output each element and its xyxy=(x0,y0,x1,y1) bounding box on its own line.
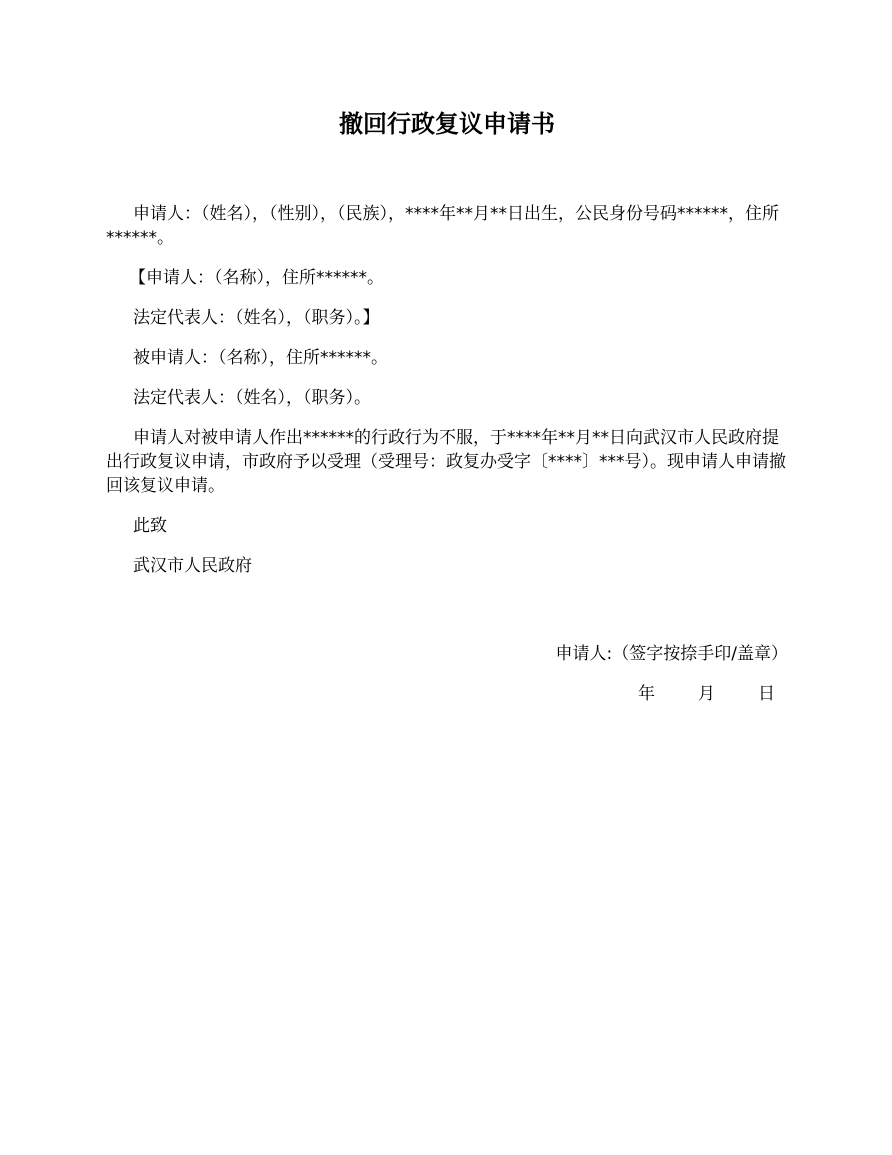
recipient: 武汉市人民政府 xyxy=(133,556,252,576)
respondent-paragraph: 被申请人：（名称），住所******。 xyxy=(133,348,388,368)
date-year-label: 年 xyxy=(638,684,655,704)
signature-date xyxy=(106,682,788,706)
date-month-label: 月 xyxy=(698,684,715,704)
statement-paragraph: 申请人对被申请人作出******的行政行为不服，于****年**月**日向武汉市人民政府提出行政复议申请，市政府予以受理（受理号：政复办受字〔****〕***号）。现申请人申请撤回该复议申请。 xyxy=(106,428,786,496)
signature-spacer xyxy=(106,594,788,642)
document-body xyxy=(106,202,788,706)
signature-line: 申请人:（签字按捺手印/盖章） xyxy=(555,644,788,664)
applicant-org-rep-paragraph: 法定代表人：（姓名），（职务）。】 xyxy=(133,308,380,328)
salutation: 此致 xyxy=(133,516,167,536)
document-title: 撤回行政复议申请书 xyxy=(339,110,555,138)
date-day-label: 日 xyxy=(758,684,775,704)
respondent-rep-paragraph: 法定代表人：（姓名），（职务）。 xyxy=(133,388,371,408)
applicant-person-paragraph: 申请人：（姓名），（性别），（民族），****年**月**日出生，公民身份号码******，住所******。 xyxy=(106,204,779,248)
applicant-org-paragraph: 【申请人：（名称），住所******。 xyxy=(129,268,384,288)
